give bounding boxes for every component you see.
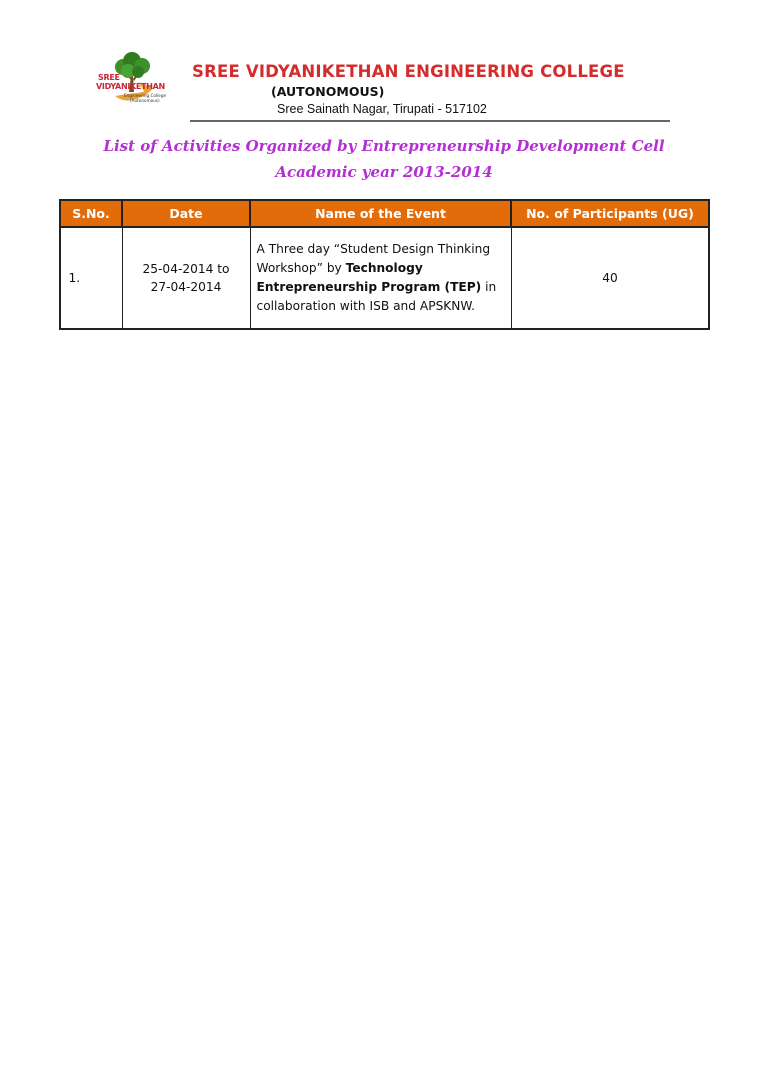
activities-table [59,199,710,330]
logo-text-vidyanikethan: VIDYANIKETHAN [96,82,165,91]
cell-sno: 1. [60,227,122,329]
cell-event [250,227,511,329]
cell-participants: 40 [511,227,709,329]
header-sno: S.No. [60,200,122,227]
college-address: Sree Sainath Nagar, Tirupati - 517102 [277,102,487,116]
date-to: 27-04-2014 [150,280,222,295]
document-title [0,133,768,185]
college-status: (AUTONOMOUS) [271,84,385,99]
header-participants: No. of Participants (UG) [511,200,709,227]
college-name: SREE VIDYANIKETHAN ENGINEERING COLLEGE [192,62,625,81]
title-line-2: Academic year 2013-2014 [275,163,493,181]
header-date: Date [122,200,250,227]
college-logo [95,52,177,108]
table-header-row [60,200,709,227]
logo-subtext-engineering: Engineering College [124,93,167,98]
table-row [60,227,709,329]
logo-text-sree: SREE [98,73,120,82]
event-text-suffix: in collaboration with ISB and APSKNW. [256,280,497,314]
title-line-1: List of Activities Organized by Entrepreneurship Development Cell [103,137,665,155]
event-text-prefix: A Three day “Student Design Thinking Workshop” by [256,242,491,276]
header-event: Name of the Event [250,200,511,227]
letterhead [95,52,673,124]
cell-date [122,227,250,329]
logo-subtext-autonomous: (Autonomous) [130,98,160,103]
event-text-bold: Technology Entrepreneurship Program (TEP) [256,261,482,295]
letterhead-divider [190,120,670,122]
date-from: 25-04-2014 to [142,262,230,277]
